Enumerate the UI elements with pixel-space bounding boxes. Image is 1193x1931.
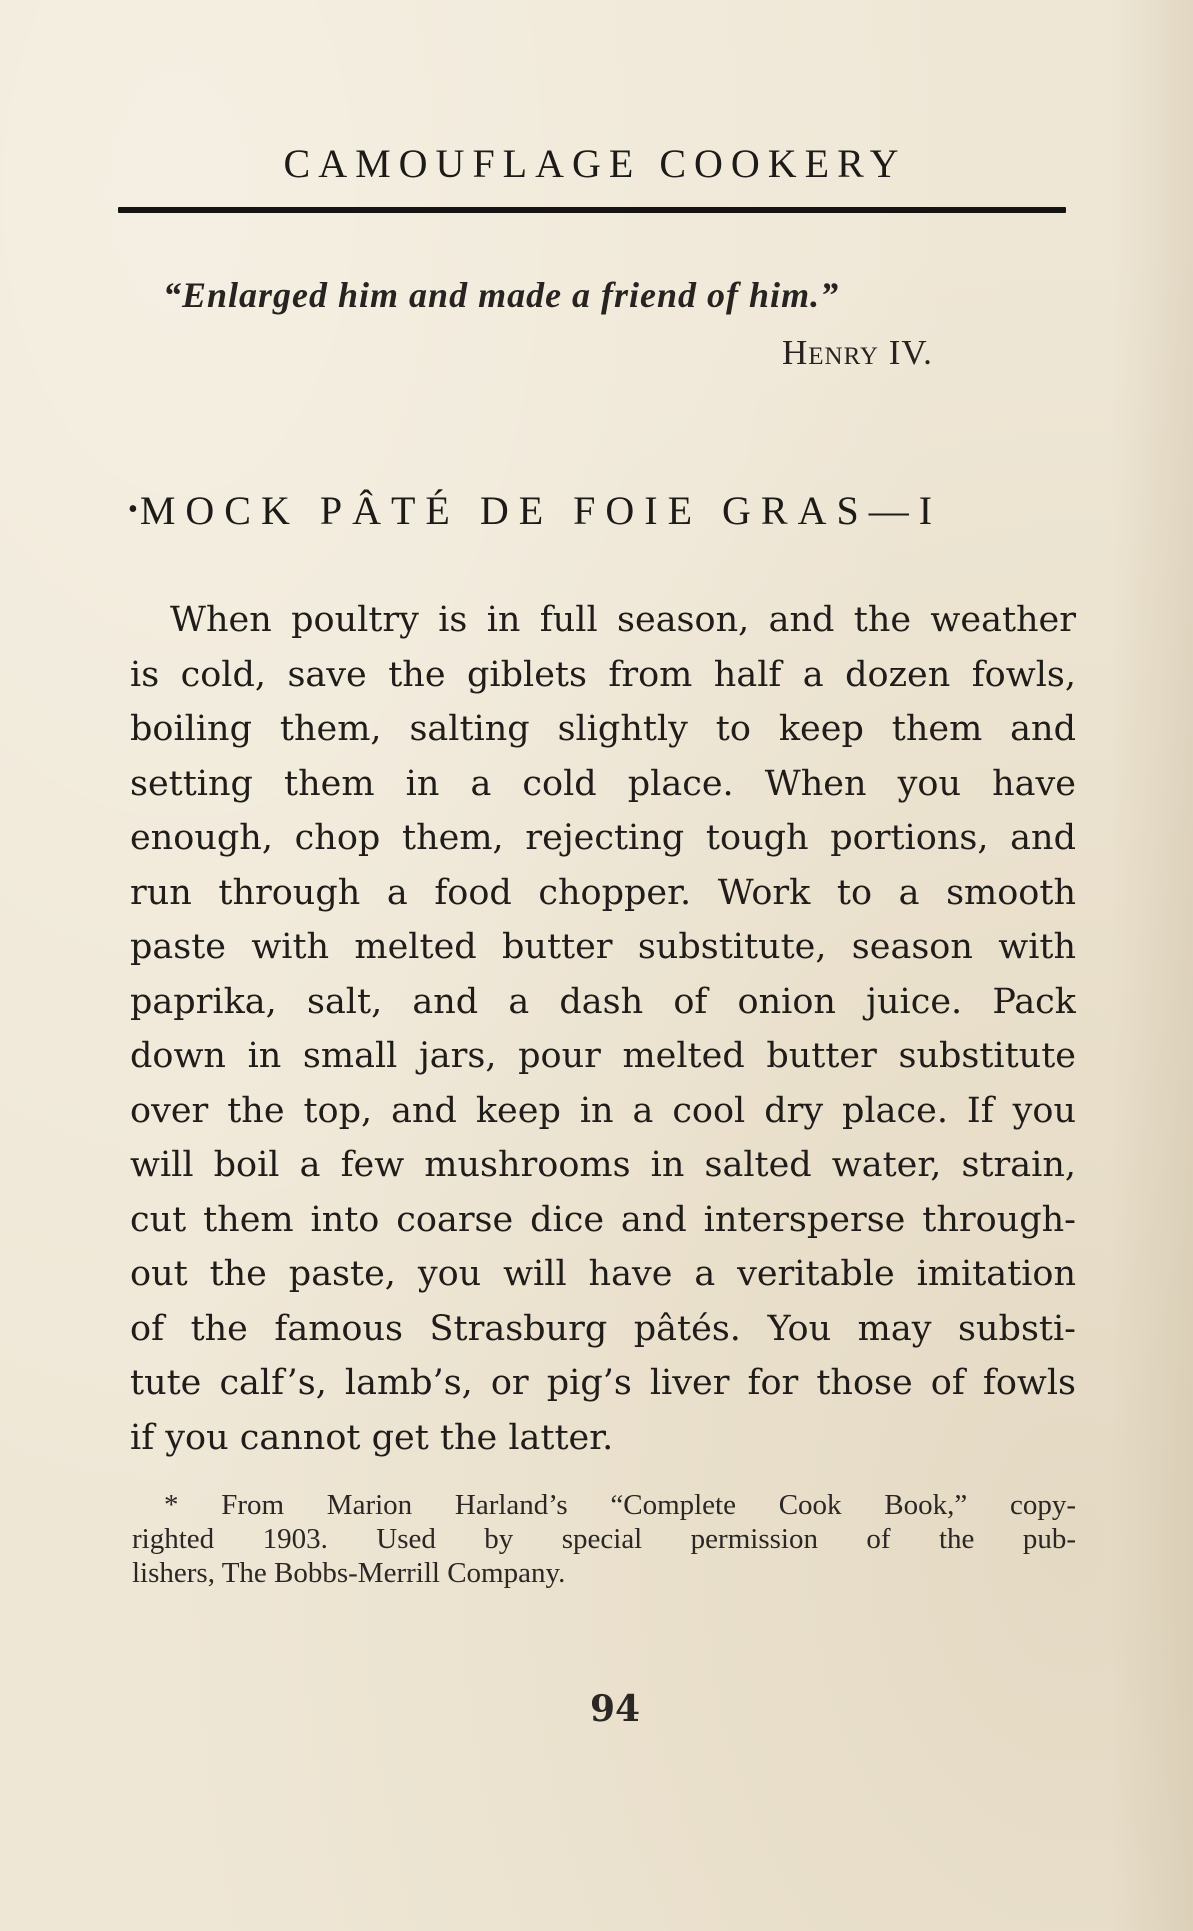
body-line: paste with melted butter substitute, season with (130, 927, 1076, 967)
recipe-title (128, 487, 942, 534)
recipe-title-text: MOCK PÂTÉ DE FOIE GRAS—I (139, 488, 943, 533)
body-line: if you cannot get the latter. (130, 1417, 614, 1458)
recipe-body (130, 593, 1076, 1465)
body-line: down in small jars, pour melted butter substitute (130, 1036, 1076, 1076)
footnote-line: lishers, The Bobbs-Merrill Company. (132, 1557, 566, 1589)
body-line: tute calf’s, lamb’s, or pig’s liver for those of fowls (130, 1363, 1076, 1403)
page-number: 94 (589, 1688, 641, 1730)
footnote (132, 1488, 1076, 1590)
body-line: cut them into coarse dice and intersperse through- (130, 1199, 1076, 1240)
body-line: is cold, save the giblets from half a dozen fowls, (130, 654, 1076, 695)
body-line: run through a food chopper. Work to a smooth (130, 872, 1076, 913)
body-line: boiling them, salting slightly to keep them and (130, 709, 1076, 749)
footnote-line: * From Marion Harland’s “Complete Cook Book,” copy- (164, 1489, 1076, 1521)
body-line: setting them in a cold place. When you have (130, 763, 1076, 804)
body-line: out the paste, you will have a veritable imitation (130, 1254, 1076, 1294)
body-line: of the famous Strasburg pâtés. You may substi- (130, 1308, 1076, 1349)
body-line: enough, chop them, rejecting tough portions, and (130, 818, 1076, 858)
title-marker: • (128, 494, 140, 525)
body-line: paprika, salt, and a dash of onion juice. Pack (130, 981, 1076, 1022)
body-line: will boil a few mushrooms in salted water, strain, (130, 1145, 1076, 1185)
epigraph-attribution: Henry IV. (782, 333, 933, 372)
running-head: CAMOUFLAGE COOKERY (283, 141, 907, 186)
epigraph-quote: “Enlarged him and made a friend of him.” (163, 275, 840, 315)
body-line: When poultry is in full season, and the weather (170, 600, 1076, 640)
body-line: over the top, and keep in a cool dry place. If you (130, 1090, 1076, 1131)
footnote-line: righted 1903. Used by special permission of the pub- (132, 1523, 1076, 1555)
head-rule (118, 207, 1066, 213)
